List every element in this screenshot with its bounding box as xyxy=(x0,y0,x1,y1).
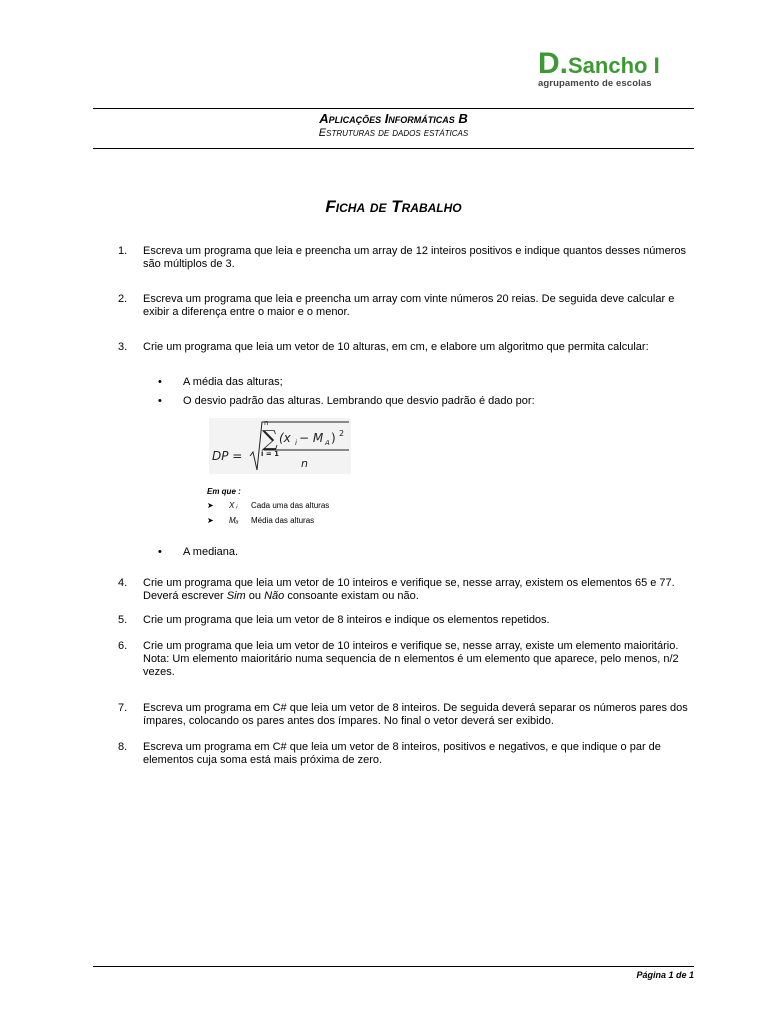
exercise-number: 1. xyxy=(118,245,128,257)
arrow-bullet-icon: ➤ xyxy=(207,516,214,525)
formula-m-sub: A xyxy=(325,439,330,447)
exercise-5 xyxy=(118,614,698,627)
exercise-number: 3. xyxy=(118,341,128,353)
formula-term-x: (x xyxy=(279,431,291,445)
exercise-text: Escreva um programa em C# que leia um vetor de 8 inteiros. De seguida deverá separar os números pares dos ímpares, colocando os pares antes dos ímpares. No final o vetor deverá ser exibido. xyxy=(143,702,688,727)
formula-minus-m: − M xyxy=(299,431,324,445)
exercise-7 xyxy=(118,702,698,728)
exercise-number: 4. xyxy=(118,577,128,589)
exercise-6 xyxy=(118,640,698,679)
formula-denominator: n xyxy=(301,457,308,470)
exercise-3 xyxy=(118,341,698,354)
exercise-number: 6. xyxy=(118,640,128,652)
exercise-1 xyxy=(118,245,698,271)
exercise-number: 8. xyxy=(118,741,128,753)
exercise-number: 7. xyxy=(118,702,128,714)
page-number: Página 1 de 1 xyxy=(636,970,694,980)
formula-sum-top: n xyxy=(264,419,269,427)
page-title: Ficha de Trabalho xyxy=(325,197,462,216)
header-top-rule xyxy=(93,108,694,109)
arrow-bullet-icon: ➤ xyxy=(207,501,214,510)
exercise-text: Crie um programa que leia um vetor de 10 alturas, em cm, e elabore um algoritmo que permita calcular: xyxy=(143,341,649,353)
std-dev-formula xyxy=(209,418,351,474)
exercise-note: Nota: Um elemento maioritário numa sequencia de n elementos é um elemento que aparece, pelo menos, n/2 vezes. xyxy=(143,653,679,678)
exercise-text: Escreva um programa que leia e preencha um array de 12 inteiros positivos e indique quantos desses números são múltiplos de 3. xyxy=(143,245,686,270)
legend-heading: Em que : xyxy=(207,487,241,496)
formula-sigma: ∑ xyxy=(262,427,278,452)
bullet-median: • A mediana. xyxy=(158,546,239,558)
legend-row-xi: ➤ X ᵢ Cada uma das alturas xyxy=(207,501,330,510)
header-bottom-rule xyxy=(93,148,694,149)
bullet-dot: • xyxy=(158,546,162,558)
formula-power: 2 xyxy=(339,429,345,438)
school-logo xyxy=(538,47,698,89)
bullet-std-dev: • O desvio padrão das alturas. Lembrando que desvio padrão é dado por: xyxy=(158,395,535,407)
exercise-8 xyxy=(118,741,698,767)
exercise-number: 5. xyxy=(118,614,128,626)
exercise-4 xyxy=(118,577,698,603)
exercise-text: Crie um programa que leia um vetor de 10 inteiros e verifique se, nesse array, existe um elemento maioritário. Nota: Um elemento maioritário numa sequencia de n elementos é um elemento que aparece, pelo menos, n/2 vezes. xyxy=(143,640,698,679)
exercise-text: Crie um programa que leia um vetor de 10 inteiros e verifique se, nesse array, existem os elementos 65 e 77. Deverá escrever Sim ou Não consoante existam ou não. xyxy=(143,577,675,602)
legend-row-ma: ➤ Mₐ Média das alturas xyxy=(207,516,315,525)
course-title: Aplicações Informáticas B xyxy=(319,111,468,126)
exercise-text: Escreva um programa em C# que leia um vetor de 8 inteiros, positivos e negativos, e que indique o par de elementos cuja soma está mais próxima de zero. xyxy=(143,741,661,766)
logo-subtitle: agrupamento de escolas xyxy=(538,78,652,89)
footer-rule xyxy=(93,966,694,967)
exercise-text: Crie um programa que leia um vetor de 8 inteiros e indique os elementos repetidos. xyxy=(143,614,550,626)
bullet-mean: • A média das alturas; xyxy=(158,376,283,388)
formula-lhs: DP = xyxy=(212,449,243,463)
bullet-dot: • xyxy=(158,395,162,407)
formula-sum-bottom: i = 1 xyxy=(261,450,280,458)
exercise-2 xyxy=(118,293,698,319)
formula-close-paren: ) xyxy=(331,431,336,445)
exercise-number: 2. xyxy=(118,293,128,305)
exercise-text: Escreva um programa que leia e preencha um array com vinte números 20 reias. De seguida deve calcular e exibir a diferença entre o maior e o menor. xyxy=(143,293,675,318)
logo-name: D.Sancho I xyxy=(538,47,660,80)
bullet-dot: • xyxy=(158,376,162,388)
course-subtitle: Estruturas de dados estáticas xyxy=(318,127,469,139)
formula-term-sub: i xyxy=(295,439,297,447)
